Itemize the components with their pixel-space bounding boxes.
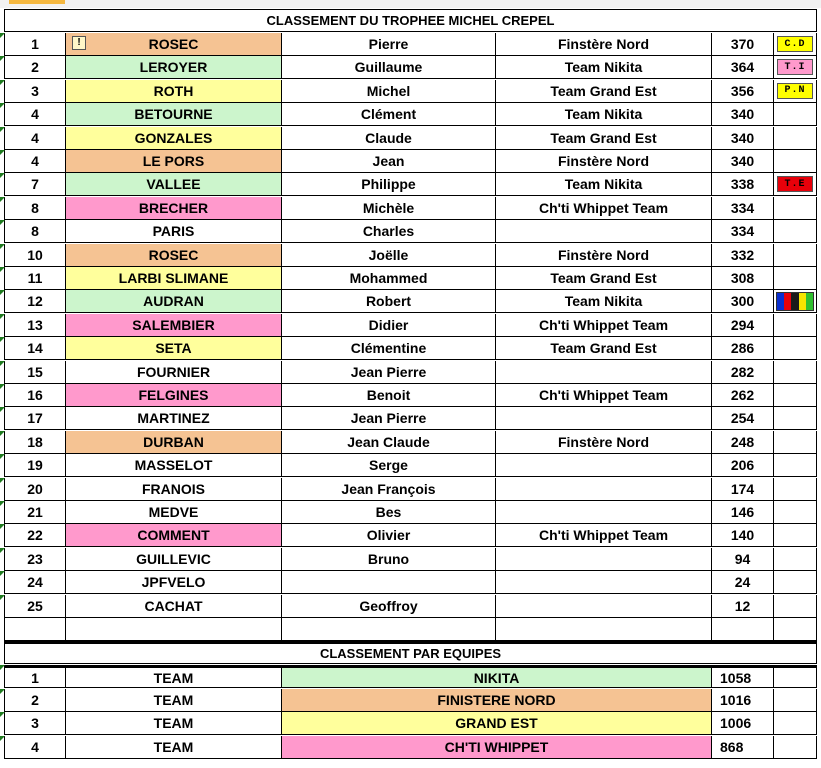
firstname-cell[interactable]: Jean Pierre [282, 407, 496, 430]
jersey-cell[interactable] [774, 33, 817, 56]
empty-cell[interactable] [774, 618, 817, 641]
team-name-cell[interactable]: FINISTERE NORD [282, 689, 712, 712]
flag-stripe [784, 293, 791, 310]
table-row [0, 384, 821, 407]
team-row [0, 689, 821, 712]
cell-marker [0, 665, 5, 670]
empty-cell[interactable] [712, 618, 774, 641]
jersey-cell[interactable] [774, 220, 817, 243]
score-cell[interactable]: 364 [712, 56, 774, 79]
score-cell[interactable]: 340 [712, 103, 774, 126]
cell-marker [0, 712, 5, 717]
cell-marker [0, 361, 5, 366]
rank-cell[interactable]: 16 [4, 384, 66, 407]
team-label-cell[interactable]: TEAM [66, 736, 282, 759]
table-row [0, 337, 821, 360]
team-cell[interactable] [496, 454, 712, 477]
flag-icon [776, 292, 814, 311]
cell-marker [0, 197, 5, 202]
jersey-cell[interactable] [774, 80, 817, 103]
rank-cell[interactable]: 21 [4, 501, 66, 524]
score-cell[interactable]: 300 [712, 290, 774, 313]
empty-row [0, 618, 821, 641]
rank-cell[interactable]: 24 [4, 571, 66, 594]
score-cell[interactable]: 12 [712, 595, 774, 618]
team-cell[interactable]: Team Nikita [496, 173, 712, 196]
jersey-cell[interactable] [774, 267, 817, 290]
teams-title: CLASSEMENT PAR EQUIPES [4, 641, 817, 664]
rank-cell[interactable]: 2 [4, 56, 66, 79]
firstname-cell[interactable]: Jean Pierre [282, 361, 496, 384]
team-cell[interactable]: Ch'ti Whippet Team [496, 314, 712, 337]
page-title: CLASSEMENT DU TROPHEE MICHEL CREPEL [4, 9, 817, 32]
team-cell[interactable]: Ch'ti Whippet Team [496, 197, 712, 220]
team-cell[interactable]: Team Nikita [496, 103, 712, 126]
cell-marker [0, 150, 5, 155]
firstname-cell[interactable]: Pierre [282, 33, 496, 56]
team-cell[interactable]: Team Nikita [496, 290, 712, 313]
empty-cell[interactable] [282, 618, 496, 641]
firstname-cell[interactable]: Joëlle [282, 244, 496, 267]
table-row [0, 267, 821, 290]
team-cell[interactable] [496, 595, 712, 618]
score-cell[interactable]: 294 [712, 314, 774, 337]
rank-cell[interactable]: 8 [4, 197, 66, 220]
cell-marker [0, 220, 5, 225]
cell-marker [0, 736, 5, 741]
rank-cell[interactable]: 20 [4, 478, 66, 501]
score-cell[interactable]: 248 [712, 431, 774, 454]
team-cell[interactable] [496, 361, 712, 384]
score-cell[interactable]: 334 [712, 220, 774, 243]
rank-cell[interactable]: 14 [4, 337, 66, 360]
warning-icon[interactable]: ! [72, 36, 86, 50]
team-label-cell[interactable]: TEAM [66, 665, 282, 688]
name-cell[interactable]: SETA [66, 337, 282, 360]
team-cell[interactable]: Ch'ti Whippet Team [496, 524, 712, 547]
name-cell[interactable]: MEDVE [66, 501, 282, 524]
team-label-cell[interactable]: TEAM [66, 712, 282, 735]
jersey-badge: P.N [777, 83, 813, 99]
jersey-cell[interactable] [774, 524, 817, 547]
table-row [0, 407, 821, 430]
score-cell[interactable]: 286 [712, 337, 774, 360]
jersey-cell[interactable] [774, 595, 817, 618]
name-cell[interactable]: GUILLEVIC [66, 548, 282, 571]
team-extra-cell[interactable] [774, 712, 817, 735]
team-score-cell[interactable]: 868 [712, 736, 774, 759]
name-cell[interactable]: BETOURNE [66, 103, 282, 126]
score-cell[interactable]: 338 [712, 173, 774, 196]
table-row [0, 220, 821, 243]
score-cell[interactable]: 206 [712, 454, 774, 477]
jersey-cell[interactable] [774, 337, 817, 360]
selected-column-header[interactable] [9, 0, 65, 4]
name-cell[interactable]: VALLEE [66, 173, 282, 196]
team-name-cell[interactable]: NIKITA [282, 665, 712, 688]
team-score-cell[interactable]: 1006 [712, 712, 774, 735]
name-cell[interactable]: FELGINES [66, 384, 282, 407]
team-rank-cell[interactable]: 4 [4, 736, 66, 759]
cell-marker [0, 80, 5, 85]
rank-cell[interactable]: 1 [4, 33, 66, 56]
score-cell[interactable]: 340 [712, 150, 774, 173]
score-cell[interactable]: 282 [712, 361, 774, 384]
firstname-cell[interactable]: Robert [282, 290, 496, 313]
jersey-cell[interactable] [774, 361, 817, 384]
table-row [0, 431, 821, 454]
jersey-cell[interactable] [774, 290, 817, 313]
name-cell[interactable]: BRECHER [66, 197, 282, 220]
flag-stripe [777, 293, 784, 310]
rank-cell[interactable]: 19 [4, 454, 66, 477]
jersey-badge: T.I [777, 59, 813, 75]
cell-marker [0, 337, 5, 342]
team-cell[interactable]: Finstère Nord [496, 150, 712, 173]
table-row [0, 173, 821, 196]
rank-cell[interactable]: 11 [4, 267, 66, 290]
jersey-cell[interactable] [774, 150, 817, 173]
table-row [0, 501, 821, 524]
firstname-cell[interactable]: Geoffroy [282, 595, 496, 618]
name-cell[interactable]: COMMENT [66, 524, 282, 547]
firstname-cell[interactable]: Didier [282, 314, 496, 337]
table-row [0, 478, 821, 501]
team-rank-cell[interactable]: 3 [4, 712, 66, 735]
flag-stripe [799, 293, 806, 310]
firstname-cell[interactable]: Claude [282, 127, 496, 150]
cell-marker [0, 407, 5, 412]
cell-marker [0, 127, 5, 132]
team-cell[interactable]: Ch'ti Whippet Team [496, 384, 712, 407]
rank-cell[interactable]: 13 [4, 314, 66, 337]
team-rank-cell[interactable]: 1 [4, 665, 66, 688]
firstname-cell[interactable]: Charles [282, 220, 496, 243]
cell-marker [0, 103, 5, 108]
name-cell[interactable]: ROSEC [66, 33, 282, 56]
team-cell[interactable] [496, 478, 712, 501]
table-row [0, 56, 821, 79]
firstname-cell[interactable]: Jean [282, 150, 496, 173]
team-cell[interactable]: Finstère Nord [496, 244, 712, 267]
name-cell[interactable]: ROTH [66, 80, 282, 103]
table-row [0, 454, 821, 477]
jersey-cell[interactable] [774, 197, 817, 220]
empty-cell[interactable] [66, 618, 282, 641]
name-cell[interactable]: LARBI SLIMANE [66, 267, 282, 290]
team-row [0, 736, 821, 759]
team-score-cell[interactable]: 1016 [712, 689, 774, 712]
rank-cell[interactable]: 4 [4, 127, 66, 150]
team-extra-cell[interactable] [774, 736, 817, 759]
empty-cell[interactable] [4, 618, 66, 641]
flag-stripe [791, 293, 798, 310]
table-row [0, 524, 821, 547]
team-row [0, 665, 821, 688]
cell-marker [0, 689, 5, 694]
score-cell[interactable]: 262 [712, 384, 774, 407]
name-cell[interactable]: AUDRAN [66, 290, 282, 313]
score-cell[interactable]: 356 [712, 80, 774, 103]
jersey-cell[interactable] [774, 407, 817, 430]
team-name-cell[interactable]: CH'TI WHIPPET [282, 736, 712, 759]
table-row [0, 595, 821, 618]
cell-marker [0, 290, 5, 295]
name-cell[interactable]: FOURNIER [66, 361, 282, 384]
team-cell[interactable]: Team Nikita [496, 56, 712, 79]
jersey-cell[interactable] [774, 56, 817, 79]
name-cell[interactable]: ROSEC [66, 244, 282, 267]
score-cell[interactable]: 254 [712, 407, 774, 430]
rank-cell[interactable]: 4 [4, 150, 66, 173]
cell-marker [0, 431, 5, 436]
firstname-cell[interactable]: Clément [282, 103, 496, 126]
team-score-cell[interactable]: 1058 [712, 665, 774, 688]
team-cell[interactable] [496, 407, 712, 430]
jersey-cell[interactable] [774, 431, 817, 454]
jersey-cell[interactable] [774, 501, 817, 524]
table-row [0, 548, 821, 571]
team-cell[interactable] [496, 501, 712, 524]
table-row [0, 80, 821, 103]
rank-cell[interactable]: 25 [4, 595, 66, 618]
team-cell[interactable] [496, 571, 712, 594]
rank-cell[interactable]: 12 [4, 290, 66, 313]
jersey-badge: T.E [777, 176, 813, 192]
cell-marker [0, 571, 5, 576]
team-cell[interactable] [496, 548, 712, 571]
firstname-cell[interactable]: Jean François [282, 478, 496, 501]
score-cell[interactable]: 140 [712, 524, 774, 547]
cell-marker [0, 478, 5, 483]
team-cell[interactable]: Team Grand Est [496, 80, 712, 103]
firstname-cell[interactable]: Benoit [282, 384, 496, 407]
firstname-cell[interactable]: Guillaume [282, 56, 496, 79]
table-row [0, 150, 821, 173]
team-row [0, 712, 821, 735]
table-row [0, 127, 821, 150]
name-cell[interactable]: PARIS [66, 220, 282, 243]
cell-marker [0, 267, 5, 272]
score-cell[interactable]: 146 [712, 501, 774, 524]
flag-stripe [806, 293, 813, 310]
firstname-cell[interactable]: Michel [282, 80, 496, 103]
team-cell[interactable]: Team Grand Est [496, 337, 712, 360]
name-cell[interactable]: LEROYER [66, 56, 282, 79]
jersey-cell[interactable] [774, 548, 817, 571]
rank-cell[interactable]: 10 [4, 244, 66, 267]
team-cell[interactable]: Finstère Nord [496, 33, 712, 56]
cell-marker [0, 384, 5, 389]
rank-cell[interactable]: 4 [4, 103, 66, 126]
jersey-badge: C.D [777, 36, 813, 52]
name-cell[interactable]: LE PORS [66, 150, 282, 173]
score-cell[interactable]: 334 [712, 197, 774, 220]
name-cell[interactable]: FRANOIS [66, 478, 282, 501]
table-row [0, 571, 821, 594]
table-row [0, 103, 821, 126]
score-cell[interactable]: 340 [712, 127, 774, 150]
cell-marker [0, 314, 5, 319]
rank-cell[interactable]: 15 [4, 361, 66, 384]
jersey-cell[interactable] [774, 103, 817, 126]
firstname-cell[interactable]: Michèle [282, 197, 496, 220]
team-name-cell[interactable]: GRAND EST [282, 712, 712, 735]
rank-cell[interactable]: 3 [4, 80, 66, 103]
score-cell[interactable]: 308 [712, 267, 774, 290]
jersey-cell[interactable] [774, 478, 817, 501]
name-cell[interactable]: MARTINEZ [66, 407, 282, 430]
jersey-cell[interactable] [774, 571, 817, 594]
firstname-cell[interactable]: Bruno [282, 548, 496, 571]
score-cell[interactable]: 24 [712, 571, 774, 594]
cell-marker [0, 454, 5, 459]
team-cell[interactable] [496, 220, 712, 243]
table-row [0, 290, 821, 313]
team-rank-cell[interactable]: 2 [4, 689, 66, 712]
team-cell[interactable]: Team Grand Est [496, 127, 712, 150]
jersey-cell[interactable] [774, 244, 817, 267]
firstname-cell[interactable]: Olivier [282, 524, 496, 547]
name-cell[interactable]: SALEMBIER [66, 314, 282, 337]
firstname-cell[interactable]: Philippe [282, 173, 496, 196]
name-cell[interactable]: DURBAN [66, 431, 282, 454]
table-row [0, 33, 821, 56]
name-cell[interactable]: GONZALES [66, 127, 282, 150]
rank-cell[interactable]: 22 [4, 524, 66, 547]
rank-cell[interactable]: 17 [4, 407, 66, 430]
team-extra-cell[interactable] [774, 689, 817, 712]
cell-marker [0, 173, 5, 178]
firstname-cell[interactable]: Serge [282, 454, 496, 477]
name-cell[interactable]: CACHAT [66, 595, 282, 618]
score-cell[interactable]: 174 [712, 478, 774, 501]
name-cell[interactable]: JPFVELO [66, 571, 282, 594]
team-cell[interactable]: Finstère Nord [496, 431, 712, 454]
cell-marker [0, 501, 5, 506]
score-cell[interactable]: 332 [712, 244, 774, 267]
cell-marker [0, 56, 5, 61]
team-label-cell[interactable]: TEAM [66, 689, 282, 712]
table-row [0, 361, 821, 384]
rank-cell[interactable]: 23 [4, 548, 66, 571]
team-cell[interactable]: Team Grand Est [496, 267, 712, 290]
cell-marker [0, 244, 5, 249]
jersey-cell[interactable] [774, 384, 817, 407]
jersey-cell[interactable] [774, 314, 817, 337]
firstname-cell[interactable]: Clémentine [282, 337, 496, 360]
table-row [0, 244, 821, 267]
column-header-strip [0, 0, 821, 8]
table-row [0, 314, 821, 337]
team-extra-cell[interactable] [774, 665, 817, 688]
rank-cell[interactable]: 8 [4, 220, 66, 243]
cell-marker [0, 33, 5, 38]
jersey-cell[interactable] [774, 454, 817, 477]
jersey-cell[interactable] [774, 127, 817, 150]
rank-cell[interactable]: 7 [4, 173, 66, 196]
firstname-cell[interactable]: Jean Claude [282, 431, 496, 454]
name-cell[interactable]: MASSELOT [66, 454, 282, 477]
firstname-cell[interactable]: Bes [282, 501, 496, 524]
cell-marker [0, 548, 5, 553]
jersey-cell[interactable] [774, 173, 817, 196]
table-row [0, 197, 821, 220]
score-cell[interactable]: 370 [712, 33, 774, 56]
firstname-cell[interactable] [282, 571, 496, 594]
score-cell[interactable]: 94 [712, 548, 774, 571]
cell-marker [0, 595, 5, 600]
firstname-cell[interactable]: Mohammed [282, 267, 496, 290]
rank-cell[interactable]: 18 [4, 431, 66, 454]
cell-marker [0, 524, 5, 529]
empty-cell[interactable] [496, 618, 712, 641]
